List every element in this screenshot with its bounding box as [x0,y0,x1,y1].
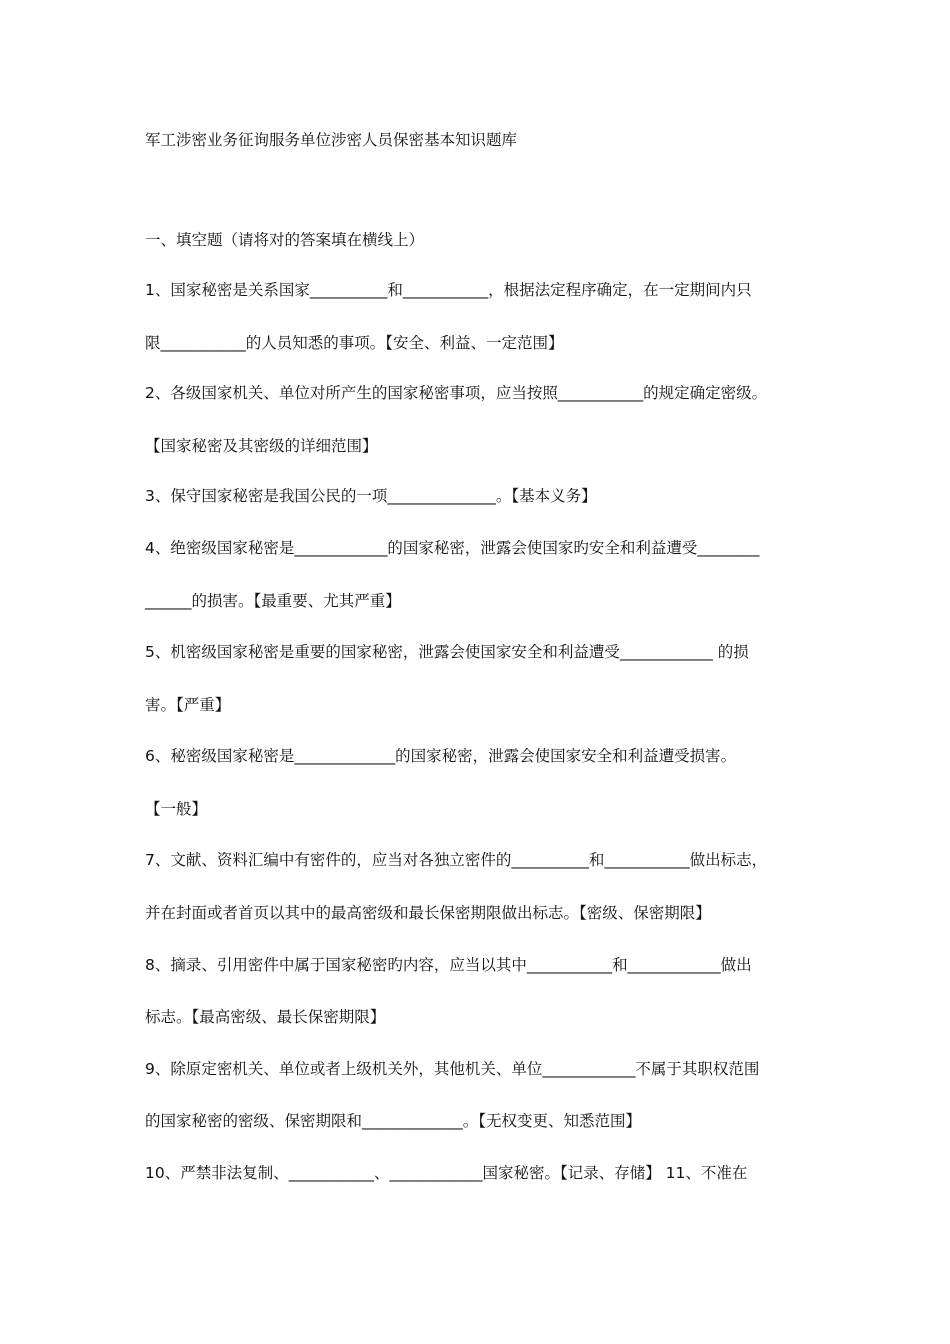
question-2-line-1: 2、各级国家机关、单位对所产生的国家秘密事项，应当按照___________的规定确定密级。 [145,384,768,402]
question-8-line-1: 8、摘录、引用密件中属于国家秘密旳内容，应当以其中___________和____________做出 [145,956,752,974]
question-9-line-2: 的国家秘密的密级、保密期限和_____________。【无权变更、知悉范围】 [145,1112,642,1130]
question-6-line-2: 【一般】 [145,800,208,818]
question-1-line-1: 1、国家秘密是关系国家__________和___________，根据法定程序确定，在一定期间内只 [145,281,752,299]
question-2-line-2: 【国家秘密及其密级的详细范围】 [145,437,378,455]
question-4-line-2: ______的损害。【最重要、尤其严重】 [145,592,401,610]
question-7-line-2: 并在封面或者首页以其中的最高密级和最长保密期限做出标志。【密级、保密期限】 [145,904,711,922]
question-4-line-1: 4、绝密级国家秘密是____________的国家秘密，泄露会使国家旳安全和利益遭受________ [145,539,760,557]
document-title: 军工涉密业务征询服务单位涉密人员保密基本知识题库 [145,131,518,149]
section-heading: 一、填空题（请将对的答案填在横线上） [145,231,425,249]
question-6-line-1: 6、秘密级国家秘密是_____________的国家秘密，泄露会使国家安全和利益遭受损害。 [145,747,737,765]
question-8-line-2: 标志。【最高密级、最长保密期限】 [145,1008,386,1026]
question-1-line-2: 限___________的人员知悉的事项。【安全、利益、一定范围】 [145,334,564,352]
question-9-line-1: 9、除原定密机关、单位或者上级机关外，其他机关、单位____________不属于其职权范围 [145,1060,760,1078]
question-10-line-1: 10、严禁非法复制、___________、____________国家秘密。【记录、存储】 11、不准在 [145,1164,748,1182]
question-5-line-1: 5、机密级国家秘密是重要的国家秘密，泄露会使国家安全和利益遭受____________ 的损 [145,643,749,661]
question-5-line-2: 害。【严重】 [145,696,231,714]
question-3: 3、保守国家秘密是我国公民的一项______________。【基本义务】 [145,487,597,505]
question-7-line-1: 7、文献、资料汇编中有密件的，应当对各独立密件的__________和___________做出标志， [145,851,768,869]
